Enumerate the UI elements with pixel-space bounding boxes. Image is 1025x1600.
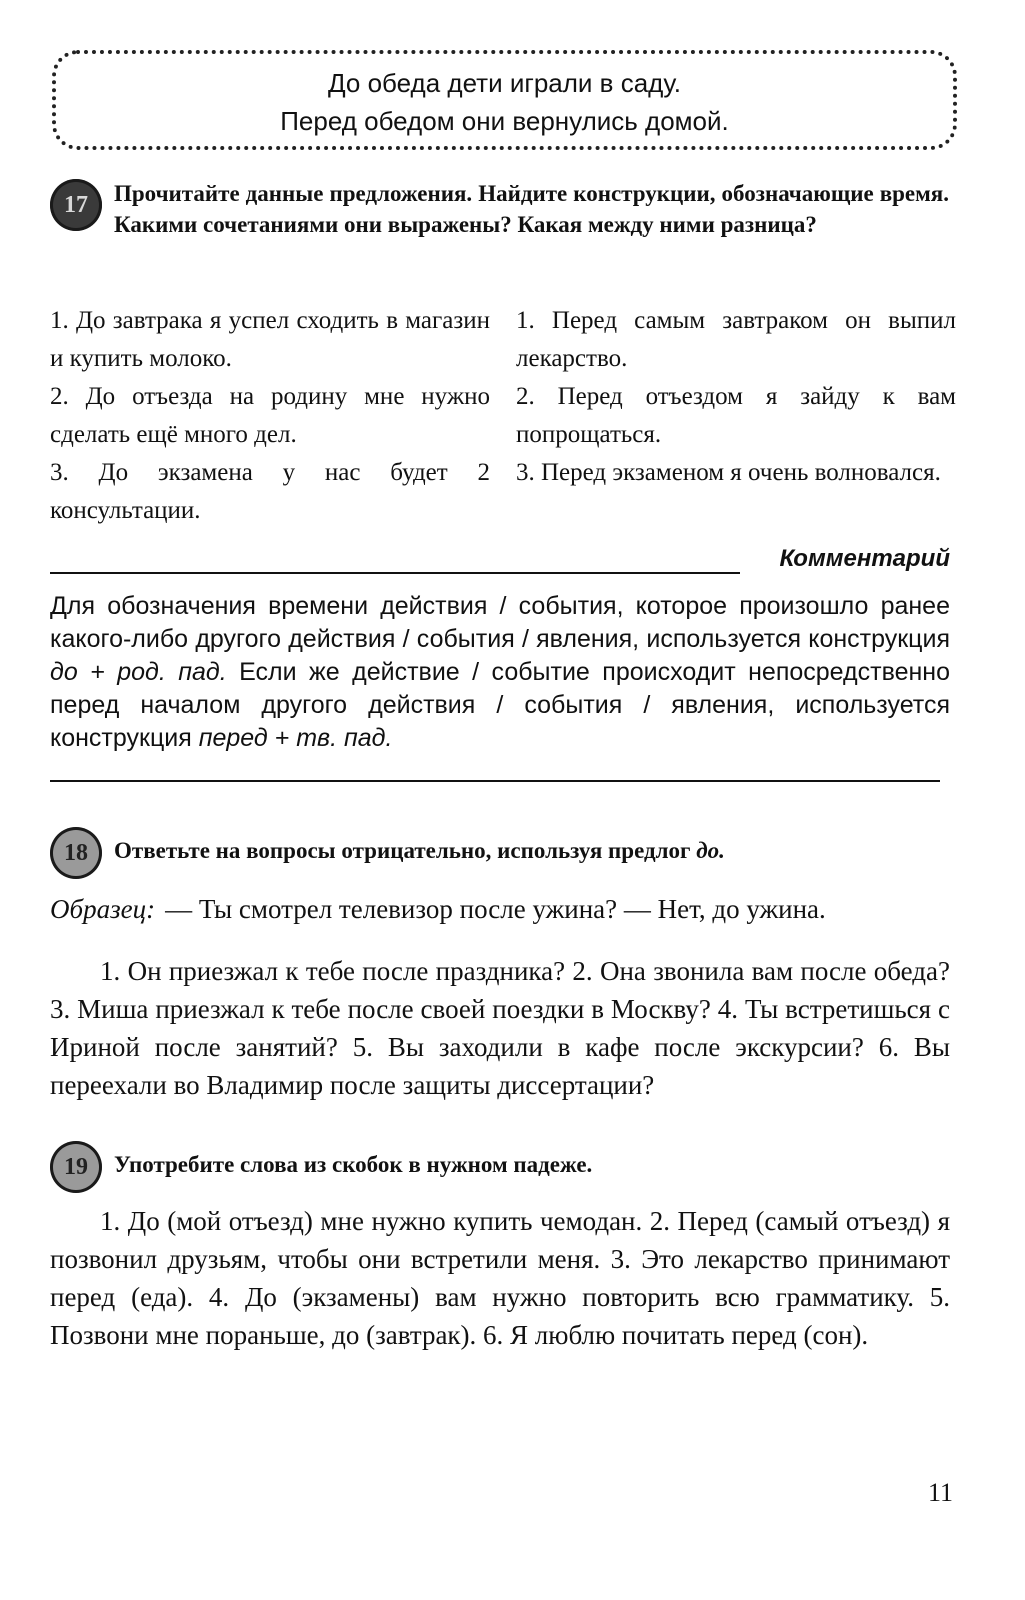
sample-line	[50, 890, 950, 928]
sample-label: Образец:	[50, 894, 156, 924]
right-sentence-3: 3. Перед экзаменом я очень волновался.	[516, 459, 941, 486]
example-frame	[52, 50, 957, 150]
right-column	[516, 302, 956, 492]
exercise-number-badge: 19	[50, 1141, 102, 1193]
left-sentence-2: 2. До отъезда на родину мне нужно сделать ещё много дел.	[50, 383, 490, 448]
exercise-19-header	[50, 1140, 592, 1193]
exercise-18-header	[50, 826, 725, 879]
left-sentence-1: 1. До завтрака я успел сходить в магазин и купить молоко.	[50, 307, 490, 372]
commentary-part-1: Для обозначения времени действия / события, которое произошло ранее какого-либо другого действия / события / явления, используется конструкция	[50, 592, 950, 653]
exercise-number-badge: 18	[50, 827, 102, 879]
page-number: 11	[927, 1478, 953, 1507]
left-sentence-3: 3. До экзамена у нас будет 2 консультации.	[50, 459, 490, 524]
commentary-header	[50, 545, 950, 575]
exercise-17-instruction: Прочитайте данные предложения. Найдите конструкции, обозначающие время. Какими сочетаниями они выражены? Какая между ними разница?	[114, 181, 949, 237]
exercise-18-instruction	[114, 826, 725, 866]
commentary-part-2: Если же действие / событие происходит непосредственно перед началом другого действия / события / явления, используется конструкция	[50, 658, 950, 752]
right-sentence-1: 1. Перед самым завтраком он выпил лекарство.	[516, 307, 956, 372]
sample-text: — Ты смотрел телевизор после ужина? — Нет, до ужина.	[165, 894, 826, 924]
commentary-bottom-rule	[50, 780, 940, 782]
left-column	[50, 302, 490, 530]
exercise-18-title: Ответьте на вопросы отрицательно, используя предлог	[114, 838, 697, 863]
construction-pered: перед + тв. пад.	[198, 724, 393, 752]
right-sentence-2: 2. Перед отъездом я зайду к вам попрощаться.	[516, 383, 956, 448]
exercise-17-header	[50, 178, 960, 240]
exercise-19-text: 1. До (мой отъезд) мне нужно купить чемодан. 2. Перед (самый отъезд) я позвонил друзьям, чтобы они встретили меня. 3. Это лекарство принимают перед (еда). 4. До (экзамены) вам нужно повторить всю грамматику. 5. Позвони мне пораньше, до (завтрак). 6. Я люблю почитать перед (сон).	[50, 1206, 950, 1350]
construction-do: до + род. пад.	[50, 658, 227, 686]
example-line-2: Перед обедом они вернулись домой.	[280, 106, 729, 136]
exercise-19-instruction: Употребите слова из скобок в нужном падеже.	[114, 1152, 593, 1177]
exercise-18-keyword: до.	[696, 838, 725, 863]
exercise-18-text: 1. Он приезжал к тебе после праздника? 2. Она звонила вам после обеда? 3. Миша приезжал к тебе после своей поездки в Москву? 4. Ты встретишься с Ириной после занятий? 5. Вы заходили в кафе после экскурсии? 6. Вы переехали во Владимир после защиты диссертации?	[50, 956, 950, 1100]
commentary-rule	[50, 572, 740, 574]
commentary-label: Комментарий	[779, 545, 950, 572]
exercise-number-badge: 17	[50, 179, 102, 231]
example-line-1: До обеда дети играли в саду.	[328, 68, 681, 98]
commentary-text	[50, 590, 950, 755]
